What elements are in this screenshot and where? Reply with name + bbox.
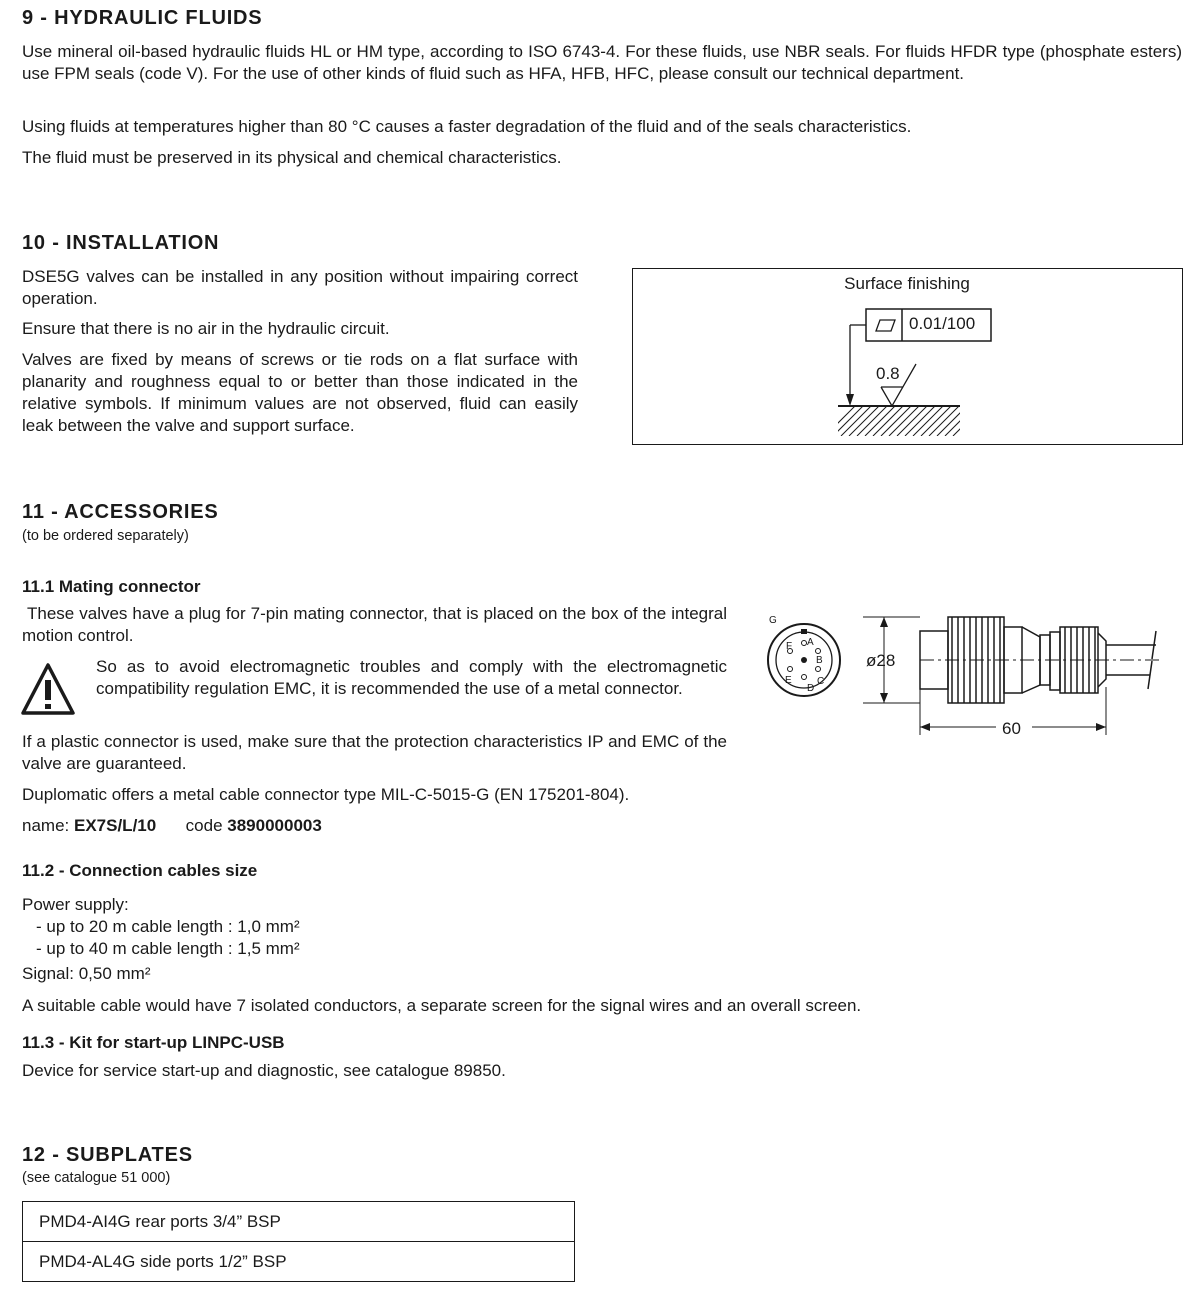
section-11-1-paragraph-2: If a plastic connector is used, make sure that the protection characteristics IP and EMC of the valve are guaranteed. (22, 732, 727, 773)
table-row (23, 1242, 575, 1282)
pin-label-e: E (785, 675, 792, 686)
connector-order-line (22, 815, 322, 837)
connector-front-view (768, 615, 840, 696)
section-10-paragraph-2: Ensure that there is no air in the hydraulic circuit. (22, 319, 390, 338)
surface-finishing-figure (632, 268, 1183, 445)
power-supply-label: Power supply: (22, 895, 129, 914)
section-11-3-title: 11.3 - Kit for start-up LINPC-USB (22, 1033, 285, 1052)
connector-code: 3890000003 (227, 816, 322, 835)
subplate-rear-ports: PMD4-AI4G rear ports 3/4” BSP (23, 1202, 575, 1242)
emc-warning-text: So as to avoid electromagnetic troubles and comply with the electromagnetic compatibility regulation EMC, it is recommended the use of a metal connector. (96, 657, 727, 698)
cable-size-20m: - up to 20 m cable length : 1,0 mm² (36, 917, 300, 936)
section-10-paragraph-3: Valves are fixed by means of screws or tie rods on a flat surface with planarity and roughness equal to or better than those indicated in the relative symbols. If minimum values are not observed, fluid can easily leak between the valve and support surface. (22, 350, 578, 435)
connector-drawing (760, 605, 1170, 745)
section-10-title: 10 - INSTALLATION (22, 232, 220, 254)
section-11-1-paragraph-1: These valves have a plug for 7-pin mating connector, that is placed on the box of the integral motion control. (22, 604, 732, 645)
length-dimension: 60 (1002, 719, 1021, 738)
pin-label-b: B (816, 655, 823, 666)
section-11-title: 11 - ACCESSORIES (22, 501, 219, 523)
section-9-paragraph-1: Use mineral oil-based hydraulic fluids HL or HM type, according to ISO 6743-4. For these fluids, use NBR seals. For fluids HFDR type (phosphate esters) use FPM seals (code V). For the use of other kinds of fluid such as HFA, HFB, HFC, please consult our technical department. (22, 42, 1182, 83)
warning-icon (20, 662, 76, 716)
flatness-icon (876, 320, 895, 331)
cable-size-40m: - up to 40 m cable length : 1,5 mm² (36, 939, 300, 958)
diameter-dimension: ø28 (866, 651, 896, 670)
name-label: name: (22, 816, 74, 835)
subplates-table (22, 1201, 575, 1282)
section-11-2-title: 11.2 - Connection cables size (22, 861, 258, 880)
connector-name: EX7S/L/10 (73, 816, 157, 835)
surface-symbols-drawing (633, 269, 1181, 443)
pin-label-f: F (786, 641, 793, 652)
subplate-side-ports: PMD4-AL4G side ports 1/2” BSP (23, 1242, 575, 1282)
leader-arrow-icon (846, 394, 854, 406)
cable-description: A suitable cable would have 7 isolated conductors, a separate screen for the signal wires and an overall screen. (22, 996, 862, 1015)
section-11-1-paragraph-3: Duplomatic offers a metal cable connector type MIL-C-5015-G (EN 175201-804). (22, 785, 630, 804)
section-9-paragraph-2: Using fluids at temperatures higher than 80 °C causes a faster degradation of the fluid and of the seals characteristics. (22, 117, 912, 136)
section-11-subtitle: (to be ordered separately) (22, 528, 189, 544)
surface-finishing-title: Surface finishing (844, 274, 970, 293)
code-label: code (185, 816, 228, 835)
section-12-subtitle: (see catalogue 51 000) (22, 1170, 171, 1186)
section-9-title: 9 - HYDRAULIC FLUIDS (22, 7, 263, 29)
pin-label-c: C (817, 676, 825, 687)
pin-label-a: A (807, 637, 814, 648)
section-10-paragraph-1: DSE5G valves can be installed in any position without impairing correct operation. (22, 267, 578, 308)
pin-label-d: D (807, 683, 815, 694)
hatching (825, 406, 983, 436)
section-11-3-paragraph: Device for service start-up and diagnostic, see catalogue 89850. (22, 1061, 506, 1080)
section-12-title: 12 - SUBPLATES (22, 1144, 193, 1166)
pin-label-g: G (769, 615, 777, 626)
signal-cable-size: Signal: 0,50 mm² (22, 964, 151, 983)
section-11-1-title: 11.1 Mating connector (22, 577, 201, 596)
table-row (23, 1202, 575, 1242)
section-9-paragraph-3: The fluid must be preserved in its physical and chemical characteristics. (22, 148, 562, 167)
roughness-value: 0.8 (876, 364, 900, 383)
flatness-value: 0.01/100 (909, 314, 976, 333)
